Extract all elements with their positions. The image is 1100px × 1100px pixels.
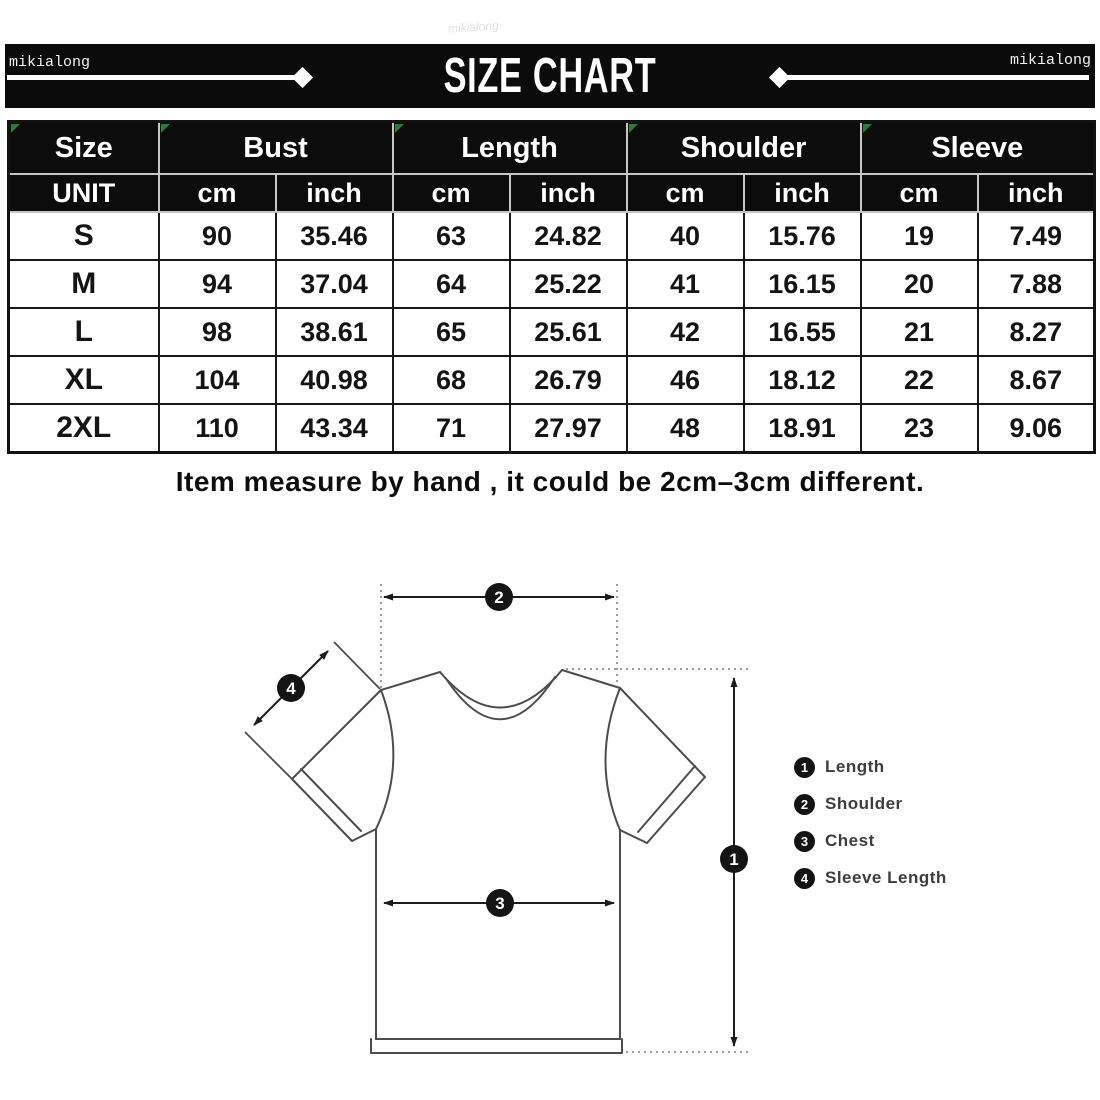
measurement-cell: 90 [159,212,276,260]
unit-cell: cm [861,174,978,212]
col-header-bust: Bust [159,122,393,175]
measurement-cell: 21 [861,308,978,356]
col-header-shoulder: Shoulder [627,122,861,175]
measurement-cell: 65 [393,308,510,356]
measurement-cell: 63 [393,212,510,260]
measurement-cell: 18.12 [744,356,861,404]
unit-cell: inch [276,174,393,212]
size-cell: M [9,260,159,308]
measurement-cell: 98 [159,308,276,356]
unit-cell: inch [744,174,861,212]
measurement-cell: 68 [393,356,510,404]
unit-cell: inch [978,174,1095,212]
measurement-cell: 40 [627,212,744,260]
brand-right: mikialong [1009,52,1091,69]
unit-label: UNIT [9,174,159,212]
col-header-sleeve: Sleeve [861,122,1095,175]
legend-number-badge: 4 [794,868,815,889]
marker-2: 2 [494,588,504,607]
measurement-cell: 110 [159,404,276,453]
col-header-length: Length [393,122,627,175]
measurement-cell: 20 [861,260,978,308]
marker-1: 1 [729,850,739,869]
legend-label: Chest [825,831,875,850]
measurement-cell: 42 [627,308,744,356]
page-title: SIZE CHART [443,49,657,103]
measurement-cell: 25.61 [510,308,627,356]
measurement-cell: 64 [393,260,510,308]
unit-cell: cm [393,174,510,212]
measurement-cell: 37.04 [276,260,393,308]
legend-number-badge: 3 [794,831,815,852]
measurement-note: Item measure by hand , it could be 2cm–3cm different. [175,466,925,497]
marker-3: 3 [495,894,505,913]
measurement-cell: 40.98 [276,356,393,404]
legend-number-badge: 2 [794,794,815,815]
size-cell: XL [9,356,159,404]
measurement-cell: 35.46 [276,212,393,260]
measurement-cell: 22 [861,356,978,404]
legend-label: Sleeve Length [825,868,947,887]
measurement-cell: 8.67 [978,356,1095,404]
measurement-cell: 48 [627,404,744,453]
measurement-cell: 7.49 [978,212,1095,260]
measurement-cell: 27.97 [510,404,627,453]
marker-4: 4 [286,679,296,698]
measurement-cell: 16.55 [744,308,861,356]
measure-arrows [245,597,734,1046]
legend-item [794,793,947,815]
legend-item [794,867,947,889]
col-header-size: Size [9,122,159,175]
measurement-cell: 15.76 [744,212,861,260]
size-cell: 2XL [9,404,159,453]
measurement-cell: 38.61 [276,308,393,356]
legend-label: Length [825,757,885,776]
measurement-cell: 16.15 [744,260,861,308]
measurement-cell: 9.06 [978,404,1095,453]
measurement-cell: 43.34 [276,404,393,453]
measurement-cell: 25.22 [510,260,627,308]
size-cell: L [9,308,159,356]
measurement-cell: 94 [159,260,276,308]
measurement-cell: 41 [627,260,744,308]
measurement-cell: 8.27 [978,308,1095,356]
measurement-cell: 24.82 [510,212,627,260]
measurement-cell: 71 [393,404,510,453]
measurement-cell: 46 [627,356,744,404]
marker-badges [277,583,748,917]
measurement-cell: 23 [861,404,978,453]
measurement-cell: 26.79 [510,356,627,404]
dotted-guides [381,584,750,1052]
measurement-cell: 7.88 [978,260,1095,308]
brand-left: mikialong [9,54,91,71]
unit-cell: inch [510,174,627,212]
legend-number-badge: 1 [794,757,815,778]
watermark: mikialong [447,18,500,36]
measurement-cell: 104 [159,356,276,404]
unit-cell: cm [627,174,744,212]
diagram-legend [794,756,947,904]
measurement-cell: 18.91 [744,404,861,453]
legend-item [794,756,947,778]
tshirt-outline [292,670,705,1053]
measurement-cell: 19 [861,212,978,260]
size-cell: S [9,212,159,260]
legend-item [794,830,947,852]
unit-cell: cm [159,174,276,212]
legend-label: Shoulder [825,794,903,813]
